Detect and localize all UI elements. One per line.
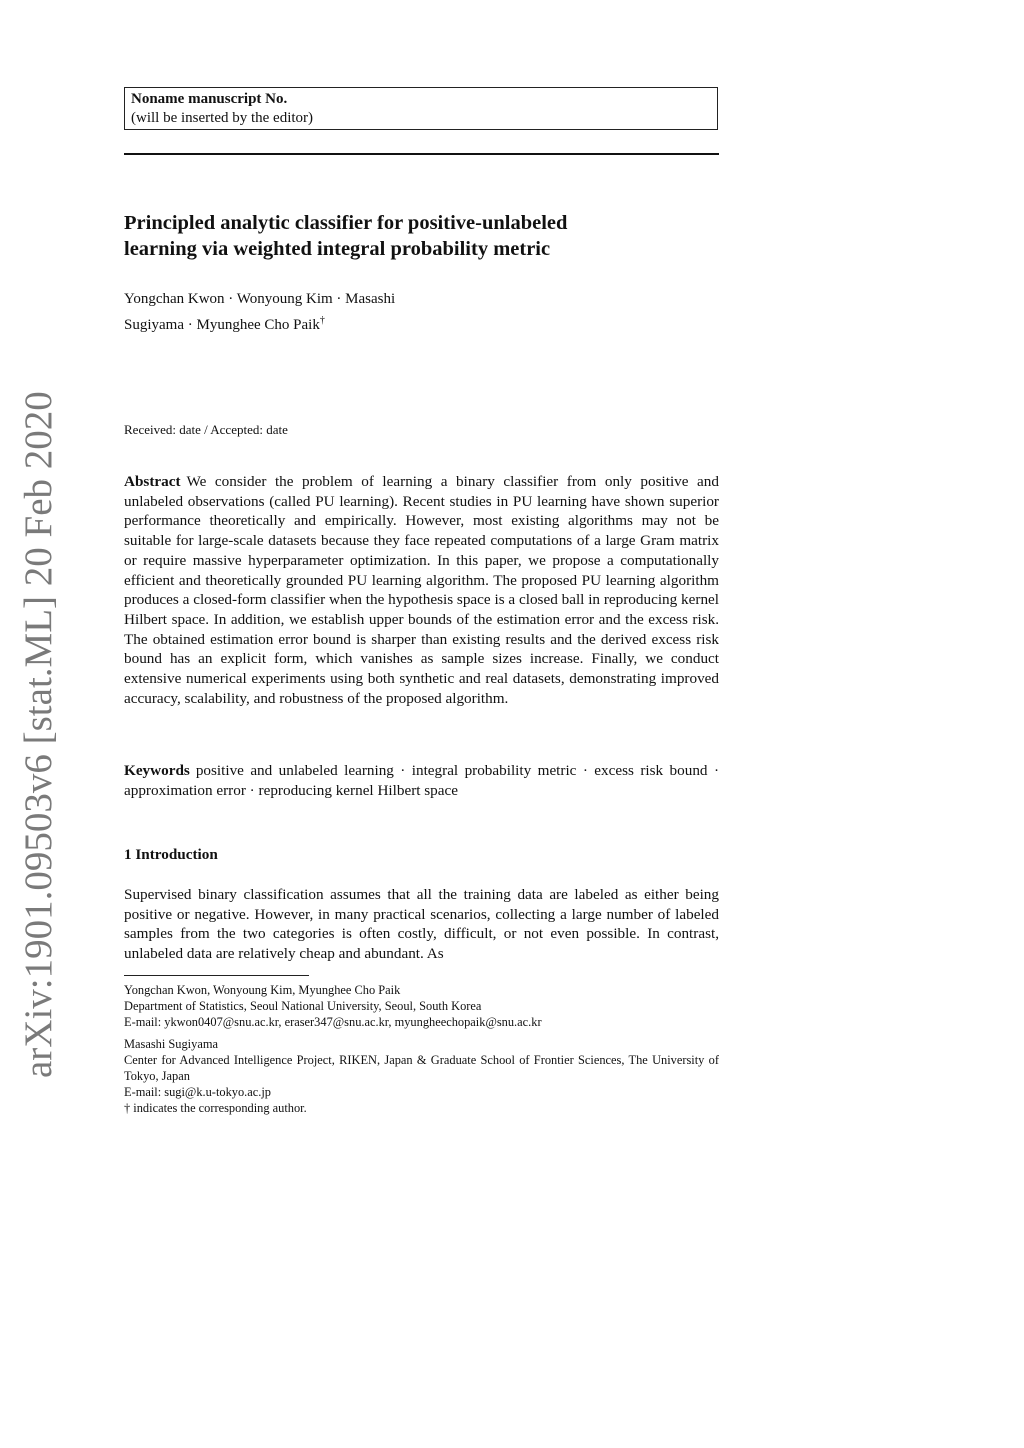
affiliation-2-name: Masashi Sugiyama [124,1037,218,1051]
footnotes [124,982,719,1122]
title-line-1: Principled analytic classifier for positive-unlabeled [124,212,568,234]
corresponding-author-note: † indicates the corresponding author. [124,1101,307,1115]
authors-line-2 [124,310,724,336]
paper-title [124,210,724,262]
author-list [124,289,724,336]
affiliation-2-email: E-mail: sugi@k.u-tokyo.ac.jp [124,1085,271,1099]
abstract [124,472,719,708]
abstract-text: We consider the problem of learning a binary classifier from only positive and unlabeled observations (called PU learning). Recent studies in PU learning have shown superior performance theoretically and empirically. However, most existing algorithms may not be suitable for large-scale datasets because they face repeated computations of a large Gram matrix or require massive hyperparameter optimization. In this paper, we propose a computationally efficient and theoretically grounded PU learning algorithm. The proposed PU learning algorithm produces a closed-form classifier when the hypothesis space is a closed ball in reproducing kernel Hilbert space. In addition, we establish upper bounds of the estimation error and the excess risk. The obtained estimation error bound is sharper than existing results and the derived excess risk bound has an explicit form, which vanishes as sample sizes increase. Finally, we conduct extensive numerical experiments using both synthetic and real datasets, demonstrating improved accuracy, scalability, and robustness of the proposed algorithm. [124,473,719,707]
affiliation-1-email: E-mail: ykwon0407@snu.ac.kr, eraser347@snu.ac.kr, myungheechopaik@snu.ac.kr [124,1015,542,1029]
editor-box [124,87,718,130]
keywords-text: positive and unlabeled learning · integral probability metric · excess risk bound · approximation error · reproducing kernel Hilbert space [124,762,719,799]
affiliation-2 [124,1036,719,1116]
corresponding-author-mark: † [319,315,325,326]
introduction-text: Supervised binary classification assumes that all the training data are labeled as either being positive or negative. However, in many practical scenarios, collecting a large number of labeled samples from the two categories is often costly, difficult, or not even possible. In contrast, unlabeled data are relatively cheap and abundant. As [124,886,719,963]
keywords [124,761,719,801]
affiliation-1-department: Department of Statistics, Seoul National University, Seoul, South Korea [124,999,482,1013]
received-date: Received: date / Accepted: date [124,422,288,437]
manuscript-number: Noname manuscript No. [131,91,288,107]
affiliation-1-names: Yongchan Kwon, Wonyoung Kim, Myunghee Cho Paik [124,983,401,997]
section-heading-introduction: 1 Introduction [124,846,218,863]
footnote-rule [124,975,309,976]
affiliation-1 [124,982,719,1030]
authors-line-1: Yongchan Kwon · Wonyoung Kim · Masashi [124,291,396,307]
editor-note: (will be inserted by the editor) [131,110,314,126]
affiliation-2-department: Center for Advanced Intelligence Project, RIKEN, Japan & Graduate School of Frontier Sciences, The University of Tokyo, Japan [124,1053,719,1083]
authors-line-2-text: Sugiyama · Myunghee Cho Paik [124,317,320,333]
arxiv-identifier-stamp: arXiv:1901.09503v6 [stat.ML] 20 Feb 2020 [17,391,60,1078]
keywords-label: Keywords [124,762,190,779]
abstract-label: Abstract [124,473,181,490]
header-rule [124,153,719,155]
title-line-2: learning via weighted integral probability metric [124,238,551,260]
